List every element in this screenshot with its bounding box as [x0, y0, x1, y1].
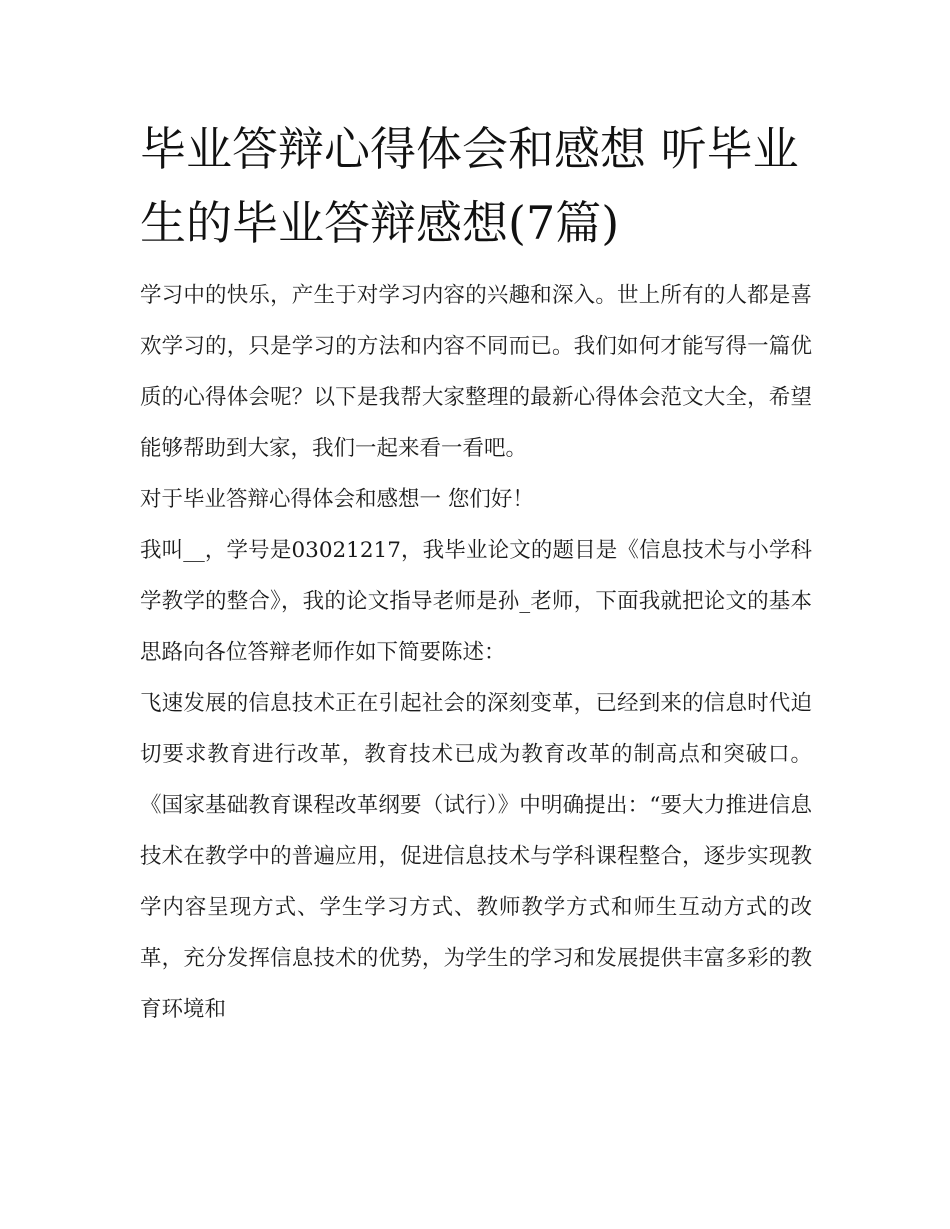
paragraph-self-introduction: 我叫__，学号是03021217，我毕业论文的题目是《信息技术与小学科学教学的整合》，我的论文指导老师是孙_老师，下面我就把论文的基本思路向各位答辩老师作如下简要陈述： [140, 538, 812, 665]
paragraph-background: 飞速发展的信息技术正在引起社会的深刻变革，已经到来的信息时代迫切要求教育进行改革，教育技术已成为教育改革的制高点和突破口。《国家基础教育课程改革纲要（试行）》中明确提出：“要大力推进信息技术在教学中的普遍应用，促进信息技术与学科课程整合，逐步实现教学内容呈现方式、学生学习方式、教师教学方式和师生互动方式的改革，充分发挥信息技术的优势，为学生的学习和发展提供丰富多彩的教育环境和 [140, 691, 812, 1022]
document-title: 毕业答辩心得体会和感想 听毕业生的毕业答辩感想(7篇) [140, 122, 799, 250]
document-content [140, 112, 812, 1035]
document-body [140, 270, 812, 1035]
paragraph-intro: 学习中的快乐，产生于对学习内容的兴趣和深入。世上所有的人都是喜欢学习的，只是学习的方法和内容不同而已。我们如何才能写得一篇优质的心得体会呢？以下是我帮大家整理的最新心得体会范文大全，希望能够帮助到大家，我们一起来看一看吧。 [140, 283, 812, 461]
paragraph-greeting: 对于毕业答辩心得体会和感想一 您们好！ [140, 487, 534, 512]
